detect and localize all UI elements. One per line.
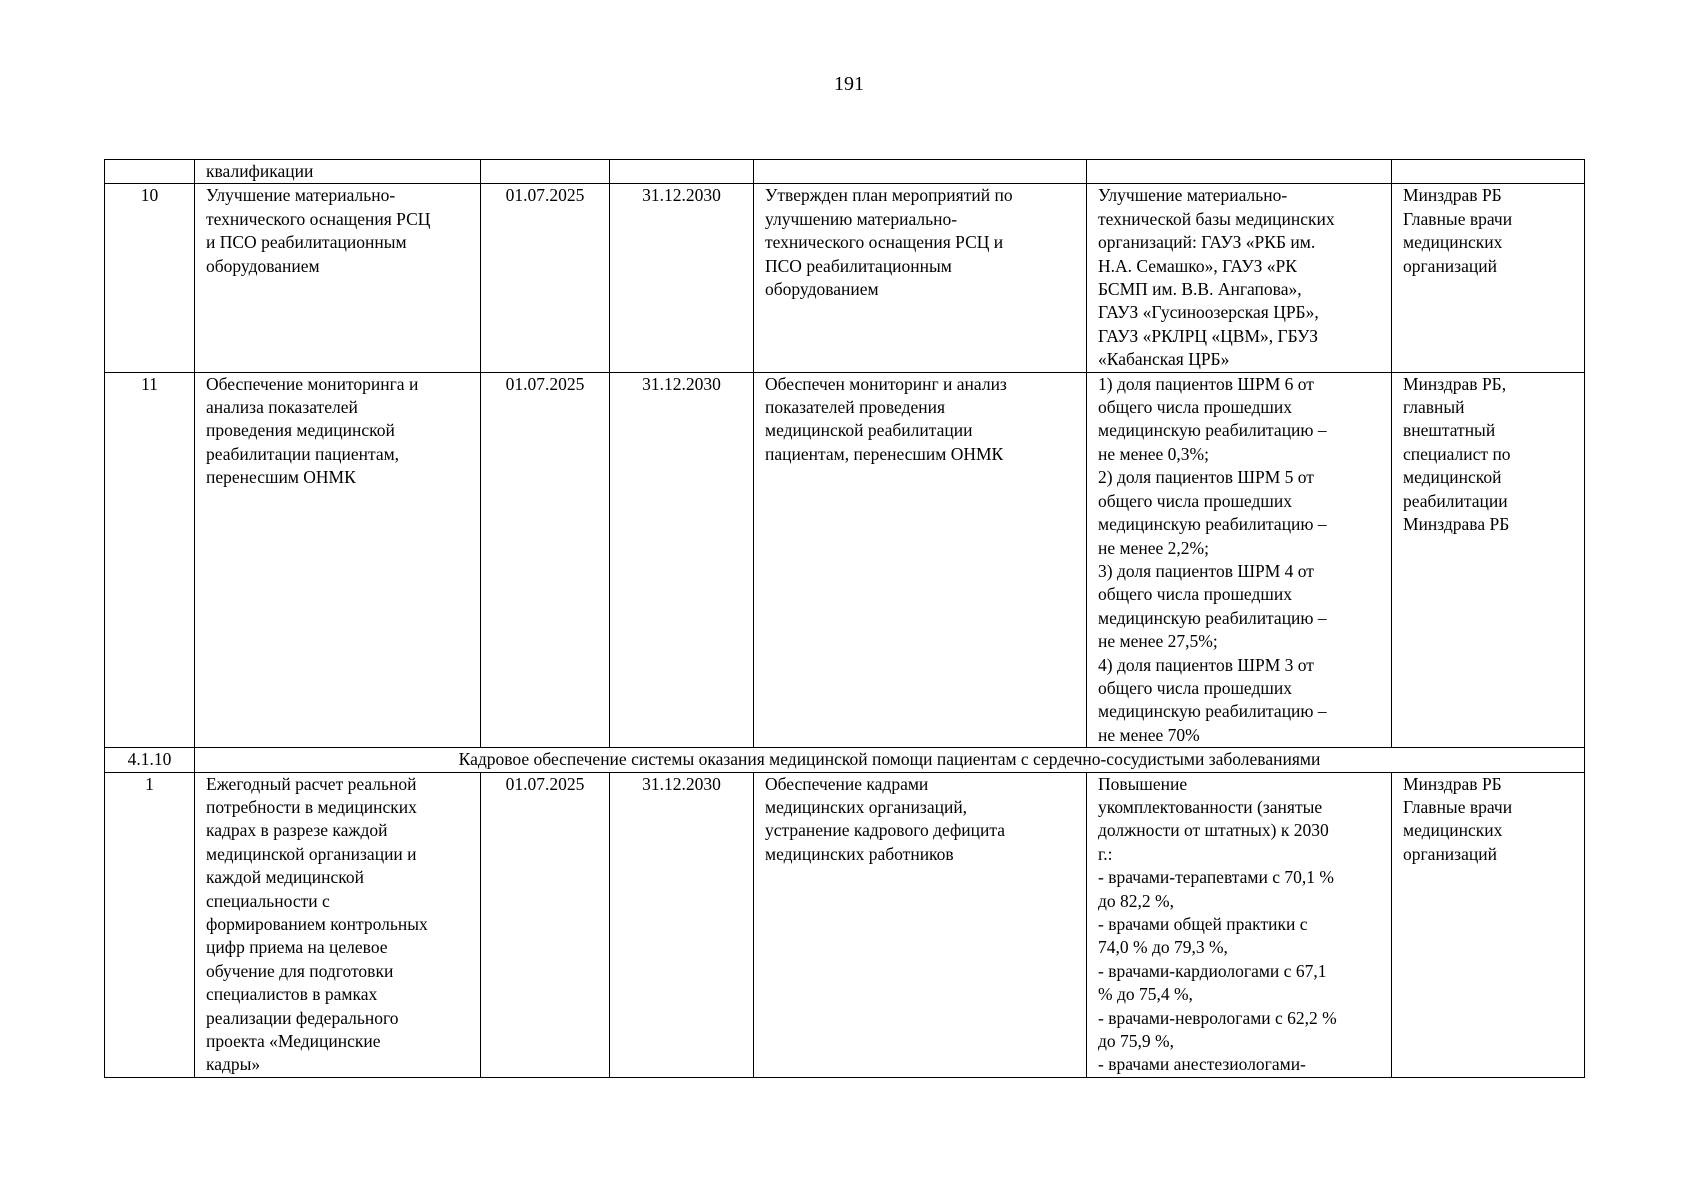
cell-end: 31.12.2030 bbox=[610, 372, 754, 748]
section-num: 4.1.10 bbox=[105, 748, 195, 772]
table-row bbox=[105, 772, 1585, 1077]
cell-end bbox=[610, 160, 754, 184]
cell-name: Обеспечение мониторинга и анализа показателей проведения медицинской реабилитации пациентам, перенесшим ОНМК bbox=[195, 372, 481, 748]
section-title: Кадровое обеспечение системы оказания медицинской помощи пациентам с сердечно-сосудистыми заболеваниями bbox=[195, 748, 1585, 772]
cell-indicator: 1) доля пациентов ШРМ 6 от общего числа прошедших медицинскую реабилитацию – не менее 0,3%; 2) доля пациентов ШРМ 5 от общего числа прошедших медицинскую реабилитацию – не менее 2,2%; 3) доля пациентов ШРМ 4 от общего числа прошедших медицинскую реабилитацию – не менее 27,5%; 4) доля пациентов ШРМ 3 от общего числа прошедших медицинскую реабилитацию – не менее 70% bbox=[1087, 372, 1392, 748]
cell-result: Утвержден план мероприятий по улучшению материально- технического оснащения РСЦ и ПСО реабилитационным оборудованием bbox=[754, 184, 1087, 372]
cell-num: 1 bbox=[105, 772, 195, 1077]
cell-result: Обеспечение кадрами медицинских организаций, устранение кадрового дефицита медицинских работников bbox=[754, 772, 1087, 1077]
cell-responsible: Минздрав РБ, главный внештатный специалист по медицинской реабилитации Минздрава РБ bbox=[1392, 372, 1585, 748]
cell-name: квалификации bbox=[195, 160, 481, 184]
cell-result: Обеспечен мониторинг и анализ показателей проведения медицинской реабилитации пациентам, перенесшим ОНМК bbox=[754, 372, 1087, 748]
cell-start: 01.07.2025 bbox=[481, 372, 610, 748]
cell-end: 31.12.2030 bbox=[610, 772, 754, 1077]
cell-num: 10 bbox=[105, 184, 195, 372]
page-number: 191 bbox=[834, 73, 864, 95]
section-row bbox=[105, 748, 1585, 772]
cell-num: 11 bbox=[105, 372, 195, 748]
cell-name: Улучшение материально- технического оснащения РСЦ и ПСО реабилитационным оборудованием bbox=[195, 184, 481, 372]
cell-indicator: Улучшение материально- технической базы медицинских организаций: ГАУЗ «РКБ им. Н.А. Семашко», ГАУЗ «РК БСМП им. В.В. Ангапова», ГАУЗ «Гусиноозерская ЦРБ», ГАУЗ «РКЛРЦ «ЦВМ», ГБУЗ «Кабанская ЦРБ» bbox=[1087, 184, 1392, 372]
cell-start: 01.07.2025 bbox=[481, 772, 610, 1077]
cell-result bbox=[754, 160, 1087, 184]
table-row bbox=[105, 372, 1585, 748]
table-row-continuation bbox=[105, 160, 1585, 184]
cell-responsible: Минздрав РБ Главные врачи медицинских организаций bbox=[1392, 184, 1585, 372]
cell-responsible: Минздрав РБ Главные врачи медицинских организаций bbox=[1392, 772, 1585, 1077]
cell-num bbox=[105, 160, 195, 184]
table-row bbox=[105, 184, 1585, 372]
cell-name: Ежегодный расчет реальной потребности в медицинских кадрах в разрезе каждой медицинской организации и каждой медицинской специальности с формированием контрольных цифр приема на целевое обучение для подготовки специалистов в рамках реализации федерального проекта «Медицинские кадры» bbox=[195, 772, 481, 1077]
cell-start: 01.07.2025 bbox=[481, 184, 610, 372]
cell-responsible bbox=[1392, 160, 1585, 184]
cell-indicator bbox=[1087, 160, 1392, 184]
activities-table bbox=[104, 159, 1585, 1078]
cell-indicator: Повышение укомплектованности (занятые должности от штатных) к 2030 г.: - врачами-терапевтами с 70,1 % до 82,2 %, - врачами общей практики с 74,0 % до 79,3 %, - врачами-кардиологами с 67,1 % до 75,4 %, - врачами-неврологами с 62,2 % до 75,9 %, - врачами анестезиологами- bbox=[1087, 772, 1392, 1077]
cell-start bbox=[481, 160, 610, 184]
cell-end: 31.12.2030 bbox=[610, 184, 754, 372]
